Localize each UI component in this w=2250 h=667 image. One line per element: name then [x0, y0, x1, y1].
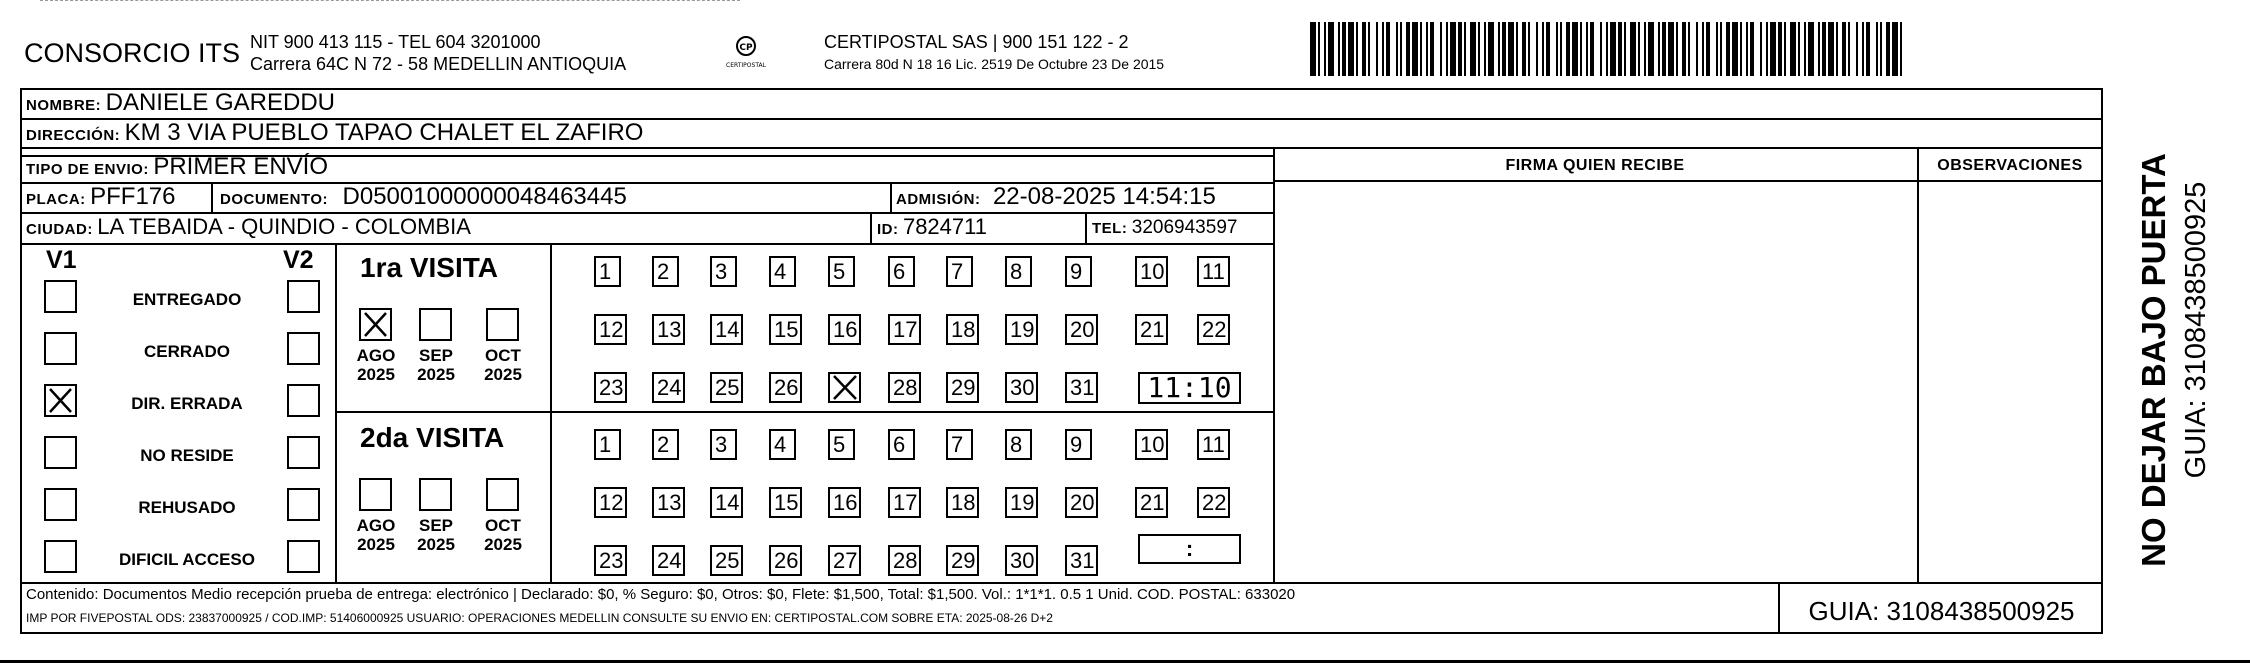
admision-label: ADMISIÓN:: [896, 191, 981, 208]
second-visit-day-10[interactable]: 10: [1135, 429, 1168, 460]
certipostal-logo: [724, 32, 768, 72]
barcode-bar: [1804, 22, 1806, 76]
direccion-label: DIRECCIÓN:: [26, 127, 121, 144]
second-visit-day-18[interactable]: 18: [946, 487, 979, 518]
barcode-bar: [1458, 22, 1462, 76]
svg-text:CP: CP: [739, 43, 753, 53]
placa-row: [26, 183, 176, 211]
nombre-row: [26, 89, 335, 117]
option-label-dificil-acceso: DIFICIL ACCESO: [118, 550, 255, 569]
barcode-bar: [1662, 22, 1666, 76]
second-visit-day-27[interactable]: 27: [828, 545, 861, 576]
month-label: AGO: [356, 516, 396, 535]
first-visit-title: 1ra VISITA: [360, 252, 498, 283]
barcode-bar: [1876, 22, 1878, 76]
year-label: 2025: [417, 365, 455, 384]
v2-checkbox-entregado[interactable]: [287, 280, 320, 313]
barcode-bar: [1566, 22, 1570, 76]
barcode-bar: [1338, 22, 1340, 76]
v2-header: V2: [283, 246, 314, 274]
v2-checkbox-rehusado[interactable]: [287, 488, 320, 521]
option-label-no-reside: NO RESIDE: [140, 446, 234, 465]
option-label-rehusado: REHUSADO: [138, 498, 236, 517]
v1-checkbox-no-reside[interactable]: [44, 436, 77, 469]
placa-label: PLACA:: [26, 191, 86, 208]
first-visit-day-9[interactable]: 9: [1065, 256, 1092, 287]
year-label: 2025: [357, 365, 395, 384]
barcode-bar: [1720, 22, 1722, 76]
barcode-bar: [1396, 22, 1398, 76]
barcode-bar: [1542, 22, 1544, 76]
year-label: 2025: [357, 535, 395, 554]
year-label: 2025: [417, 535, 455, 554]
barcode-bar: [1750, 22, 1754, 76]
first-visit-day-17[interactable]: 17: [888, 314, 921, 345]
barcode-bar: [1440, 22, 1442, 76]
placa-value: PFF176: [90, 183, 176, 210]
barcode-bar: [1866, 22, 1870, 76]
barcode-bar: [1572, 22, 1578, 76]
col-divider: [890, 182, 892, 212]
first-visit-day-16[interactable]: 16: [828, 314, 861, 345]
courier-address: Carrera 80d N 18 16 Lic. 2519 De Octubre 23 De 2015: [824, 56, 1165, 72]
second-visit-day-19[interactable]: 19: [1005, 487, 1038, 518]
firma-label: FIRMA QUIEN RECIBE: [1505, 157, 1685, 174]
barcode-bar: [1362, 22, 1366, 76]
tel-value: 3206943597: [1131, 217, 1238, 238]
second-visit-day-15[interactable]: 15: [769, 487, 802, 518]
barcode-bar: [1356, 22, 1358, 76]
courier-name: CERTIPOSTAL SAS | 900 151 122 - 2: [824, 32, 1129, 52]
row-divider: [20, 243, 1273, 245]
first-time-value: 11:10: [1147, 371, 1232, 404]
second-visit-day-28[interactable]: 28: [888, 545, 921, 576]
barcode-bar: [1836, 22, 1838, 76]
second-visit-day-5[interactable]: 5: [828, 429, 855, 460]
second-visit-day-24[interactable]: 24: [652, 545, 685, 576]
barcode-bar: [1580, 22, 1582, 76]
barcode-bar: [1630, 22, 1636, 76]
id-value: 7824711: [902, 214, 987, 239]
barcode-bar: [1676, 22, 1678, 76]
direccion-value: KM 3 VIA PUEBLO TAPAO CHALET EL ZAFIRO: [124, 119, 644, 146]
second-visit-day-12[interactable]: 12: [594, 487, 627, 518]
month-label: SEP: [418, 346, 454, 365]
barcode-bar: [1658, 22, 1660, 76]
month-label: SEP: [418, 516, 454, 535]
barcode-bar: [1822, 22, 1826, 76]
company-address: Carrera 64C N 72 - 58 MEDELLIN ANTIOQUIA: [250, 54, 627, 74]
first-visit-day-10[interactable]: 10: [1135, 256, 1168, 287]
row-divider: [335, 411, 1273, 413]
documento-value: D05001000000048463445: [342, 183, 627, 210]
col-divider: [870, 212, 872, 243]
second-visit-day-20[interactable]: 20: [1065, 487, 1098, 518]
second-visit-day-4[interactable]: 4: [769, 429, 796, 460]
second-visit-title: 2da VISITA: [360, 422, 505, 453]
barcode-bar: [1856, 22, 1858, 76]
tipo-row: [26, 153, 328, 181]
first-visit-day-1[interactable]: 1: [594, 256, 621, 287]
first-visit-day-6[interactable]: 6: [888, 256, 915, 287]
barcode-bar: [1382, 22, 1384, 76]
barcode-bar: [1842, 22, 1846, 76]
row-divider: [20, 582, 2103, 584]
barcode-bar: [1318, 22, 1320, 76]
barcode-bar: [1828, 22, 1834, 76]
barcode-bar: [1778, 22, 1782, 76]
second-visit-day-13[interactable]: 13: [652, 487, 685, 518]
barcode-bar: [1668, 22, 1674, 76]
barcode-bar: [1798, 22, 1800, 76]
footer-imp: IMP POR FIVEPOSTAL ODS: 23837000925 / COD.IMP: 51406000925 USUARIO: OPERACIONES MEDELLIN CONSULTE SU ENVIO EN: CERTIPOSTAL.COM SOBRE ETA: 2025-08-26 D+2: [26, 611, 1053, 625]
second-visit-day-14[interactable]: 14: [710, 487, 743, 518]
barcode-bar: [1498, 22, 1500, 76]
month-check-mark: [361, 310, 390, 339]
ciudad-label: CIUDAD:: [26, 221, 93, 238]
option-label-entregado: ENTREGADO: [132, 290, 242, 309]
barcode-bar: [1516, 22, 1518, 76]
firma-field[interactable]: [1275, 182, 1915, 580]
first-visit-day-15[interactable]: 15: [769, 314, 802, 345]
id-label: ID:: [877, 221, 899, 238]
barcode-bar: [1470, 22, 1476, 76]
nombre-label: NOMBRE:: [26, 97, 102, 114]
footer-guia: GUIA: 3108438500925: [1808, 596, 2075, 626]
barcode-bar: [1450, 22, 1456, 76]
v1-checkbox-rehusado[interactable]: [44, 488, 77, 521]
first-visit-day-24[interactable]: 24: [652, 372, 685, 403]
barcode-bar: [1324, 22, 1326, 76]
second-visit-day-26[interactable]: 26: [769, 545, 802, 576]
second-time-box[interactable]: [1138, 534, 1241, 564]
side-warning: NO DEJAR BAJO PUERTA: [2135, 153, 2172, 567]
second-visit-day-6[interactable]: 6: [888, 429, 915, 460]
second-visit-day-9[interactable]: 9: [1065, 429, 1092, 460]
barcode-bar: [1386, 22, 1390, 76]
barcode-bar: [1522, 22, 1526, 76]
first-visit-day-2[interactable]: 2: [652, 256, 679, 287]
second-visit-day-7[interactable]: 7: [946, 429, 973, 460]
second-visit-month-sep[interactable]: [419, 478, 452, 511]
option-label-dir-errada: DIR. ERRADA: [131, 394, 243, 413]
month-year-label: [351, 346, 401, 384]
second-visit-day-21[interactable]: 21: [1135, 487, 1168, 518]
first-visit-day-12[interactable]: 12: [594, 314, 627, 345]
ciudad-row: [26, 214, 471, 240]
barcode-bar: [1862, 22, 1864, 76]
barcode-bar: [1560, 22, 1562, 76]
documento-label: DOCUMENTO:: [220, 191, 329, 208]
nombre-value: DANIELE GAREDDU: [105, 89, 336, 116]
barcode-bar: [1900, 22, 1902, 76]
v2-checkbox-dir-errada[interactable]: [287, 384, 320, 417]
v2-checkbox-dificil-acceso[interactable]: [287, 540, 320, 573]
second-visit-day-22[interactable]: 22: [1197, 487, 1230, 518]
second-visit-day-11[interactable]: 11: [1197, 429, 1230, 460]
v1-checkbox-cerrado[interactable]: [44, 332, 77, 365]
second-visit-month-oct[interactable]: [486, 478, 519, 511]
barcode: [1310, 22, 1910, 76]
barcode-bar: [1484, 22, 1486, 76]
first-visit-day-19[interactable]: 19: [1005, 314, 1038, 345]
first-visit-day-3[interactable]: 3: [710, 256, 737, 287]
first-visit-day-5[interactable]: 5: [828, 256, 855, 287]
first-visit-month-oct[interactable]: [486, 308, 519, 341]
first-visit-day-31[interactable]: 31: [1065, 372, 1098, 403]
barcode-bar: [1716, 22, 1718, 76]
barcode-bar: [1600, 22, 1602, 76]
barcode-bar: [1546, 22, 1550, 76]
day-check-mark: [830, 373, 860, 402]
month-year-label: [478, 346, 528, 384]
top-edge-marks: [40, 0, 740, 5]
barcode-bar: [1328, 22, 1334, 76]
month-year-label: [411, 516, 461, 554]
year-label: 2025: [484, 535, 522, 554]
barcode-bar: [1892, 22, 1898, 76]
barcode-bar: [1610, 22, 1616, 76]
side-guia: GUIA: 3108438500925: [2180, 181, 2212, 479]
id-row: [877, 214, 987, 240]
v2-checkbox-no-reside[interactable]: [287, 436, 320, 469]
v2-checkbox-cerrado[interactable]: [287, 332, 320, 365]
barcode-bar: [1770, 22, 1776, 76]
barcode-bar: [1688, 22, 1690, 76]
barcode-bar: [1848, 22, 1850, 76]
col-divider: [1085, 212, 1087, 243]
month-year-label: [351, 516, 401, 554]
second-visit-day-30[interactable]: 30: [1005, 545, 1038, 576]
month-year-label: [478, 516, 528, 554]
barcode-bar: [1886, 22, 1890, 76]
v1-checkbox-entregado[interactable]: [44, 280, 77, 313]
second-visit-day-8[interactable]: 8: [1005, 429, 1032, 460]
company-name: CONSORCIO ITS: [24, 38, 241, 68]
barcode-bar: [1590, 22, 1594, 76]
second-time-value: :: [1185, 536, 1194, 561]
second-visit-month-ago[interactable]: [359, 478, 392, 511]
barcode-bar: [1808, 22, 1814, 76]
second-visit-day-1[interactable]: 1: [594, 429, 621, 460]
barcode-bar: [1648, 22, 1654, 76]
barcode-bar: [1818, 22, 1820, 76]
first-visit-day-8[interactable]: 8: [1005, 256, 1032, 287]
first-visit-day-22[interactable]: 22: [1197, 314, 1230, 345]
first-time-box[interactable]: [1138, 372, 1241, 404]
barcode-bar: [1556, 22, 1558, 76]
barcode-bar: [1376, 22, 1378, 76]
barcode-bar: [1790, 22, 1796, 76]
barcode-bar: [1430, 22, 1434, 76]
col-divider: [211, 182, 213, 212]
barcode-bar: [1420, 22, 1422, 76]
tel-label: TEL:: [1092, 220, 1128, 237]
barcode-bar: [1502, 22, 1506, 76]
admision-row: [896, 183, 1216, 211]
svg-text:CERTIPOSTAL: CERTIPOSTAL: [726, 62, 766, 69]
direccion-row: [26, 119, 643, 147]
first-visit-day-13[interactable]: 13: [652, 314, 685, 345]
barcode-bar: [1746, 22, 1748, 76]
first-visit-day-29[interactable]: 29: [946, 372, 979, 403]
barcode-bar: [1446, 22, 1448, 76]
barcode-bar: [1342, 22, 1346, 76]
v1-checkbox-dificil-acceso[interactable]: [44, 540, 77, 573]
admision-value: 22-08-2025 14:54:15: [992, 183, 1216, 210]
barcode-bar: [1696, 22, 1698, 76]
first-visit-day-21[interactable]: 21: [1135, 314, 1168, 345]
barcode-bar: [1400, 22, 1402, 76]
second-visit-day-29[interactable]: 29: [946, 545, 979, 576]
second-visit-day-17[interactable]: 17: [888, 487, 921, 518]
barcode-bar: [1644, 22, 1646, 76]
barcode-bar: [1528, 22, 1530, 76]
first-visit-day-30[interactable]: 30: [1005, 372, 1038, 403]
second-visit-day-23[interactable]: 23: [594, 545, 627, 576]
first-visit-month-sep[interactable]: [419, 308, 452, 341]
observaciones-field[interactable]: [1919, 182, 2101, 580]
month-label: OCT: [485, 516, 521, 535]
first-visit-day-7[interactable]: 7: [946, 256, 973, 287]
barcode-bar: [1508, 22, 1514, 76]
company-nit: NIT 900 413 115 - TEL 604 3201000: [250, 32, 541, 52]
barcode-bar: [1406, 22, 1410, 76]
year-label: 2025: [484, 365, 522, 384]
barcode-bar: [1760, 22, 1762, 76]
barcode-bar: [1478, 22, 1480, 76]
second-visit-day-3[interactable]: 3: [710, 429, 737, 460]
barcode-bar: [1766, 22, 1768, 76]
row-divider: [20, 147, 2103, 149]
barcode-bar: [1624, 22, 1626, 76]
barcode-bar: [1702, 22, 1704, 76]
barcode-bar: [1426, 22, 1428, 76]
barcode-bar: [1368, 22, 1370, 76]
first-visit-day-11[interactable]: 11: [1197, 256, 1230, 287]
first-visit-day-20[interactable]: 20: [1065, 314, 1098, 345]
second-visit-day-16[interactable]: 16: [828, 487, 861, 518]
first-visit-day-18[interactable]: 18: [946, 314, 979, 345]
barcode-bar: [1682, 22, 1686, 76]
v1-check-mark: [46, 386, 75, 415]
observaciones-label: OBSERVACIONES: [1937, 157, 2083, 174]
barcode-bar: [1732, 22, 1738, 76]
barcode-bar: [1606, 22, 1608, 76]
bottom-edge: [0, 660, 2250, 663]
ciudad-value: LA TEBAIDA - QUINDIO - COLOMBIA: [97, 214, 471, 239]
barcode-bar: [1740, 22, 1742, 76]
barcode-bar: [1880, 22, 1882, 76]
first-visit-day-26[interactable]: 26: [769, 372, 802, 403]
month-label: AGO: [356, 346, 396, 365]
month-label: OCT: [485, 346, 521, 365]
first-visit-day-23[interactable]: 23: [594, 372, 627, 403]
barcode-bar: [1348, 22, 1354, 76]
barcode-bar: [1310, 22, 1316, 76]
barcode-bar: [1618, 22, 1622, 76]
first-visit-day-25[interactable]: 25: [710, 372, 743, 403]
barcode-bar: [1488, 22, 1494, 76]
barcode-bar: [1784, 22, 1786, 76]
barcode-bar: [1706, 22, 1710, 76]
barcode-bar: [1726, 22, 1730, 76]
first-visit-day-28[interactable]: 28: [888, 372, 921, 403]
v1-header: V1: [46, 246, 77, 274]
tipo-value: PRIMER ENVÍO: [153, 153, 329, 180]
barcode-bar: [1536, 22, 1538, 76]
barcode-bar: [1638, 22, 1640, 76]
documento-row: [220, 183, 627, 211]
first-visit-day-14[interactable]: 14: [710, 314, 743, 345]
month-year-label: [411, 346, 461, 384]
barcode-bar: [1464, 22, 1466, 76]
first-visit-day-4[interactable]: 4: [769, 256, 796, 287]
footer-contenido: Contenido: Documentos Medio recepción prueba de entrega: electrónico | Declarado: $0, % Seguro: $0, Otros: $0, Flete: $1,500, Total: $1,500. Vol.: 1*1*1. 0.5 1 Unid. COD. POSTAL: 633020: [26, 586, 1296, 603]
barcode-bar: [1586, 22, 1588, 76]
tipo-label: TIPO DE ENVIO:: [26, 161, 149, 178]
second-visit-day-2[interactable]: 2: [652, 429, 679, 460]
second-visit-day-31[interactable]: 31: [1065, 545, 1098, 576]
option-label-cerrado: CERRADO: [144, 342, 230, 361]
second-visit-day-25[interactable]: 25: [710, 545, 743, 576]
barcode-bar: [1412, 22, 1418, 76]
tel-row: [1092, 217, 1237, 239]
